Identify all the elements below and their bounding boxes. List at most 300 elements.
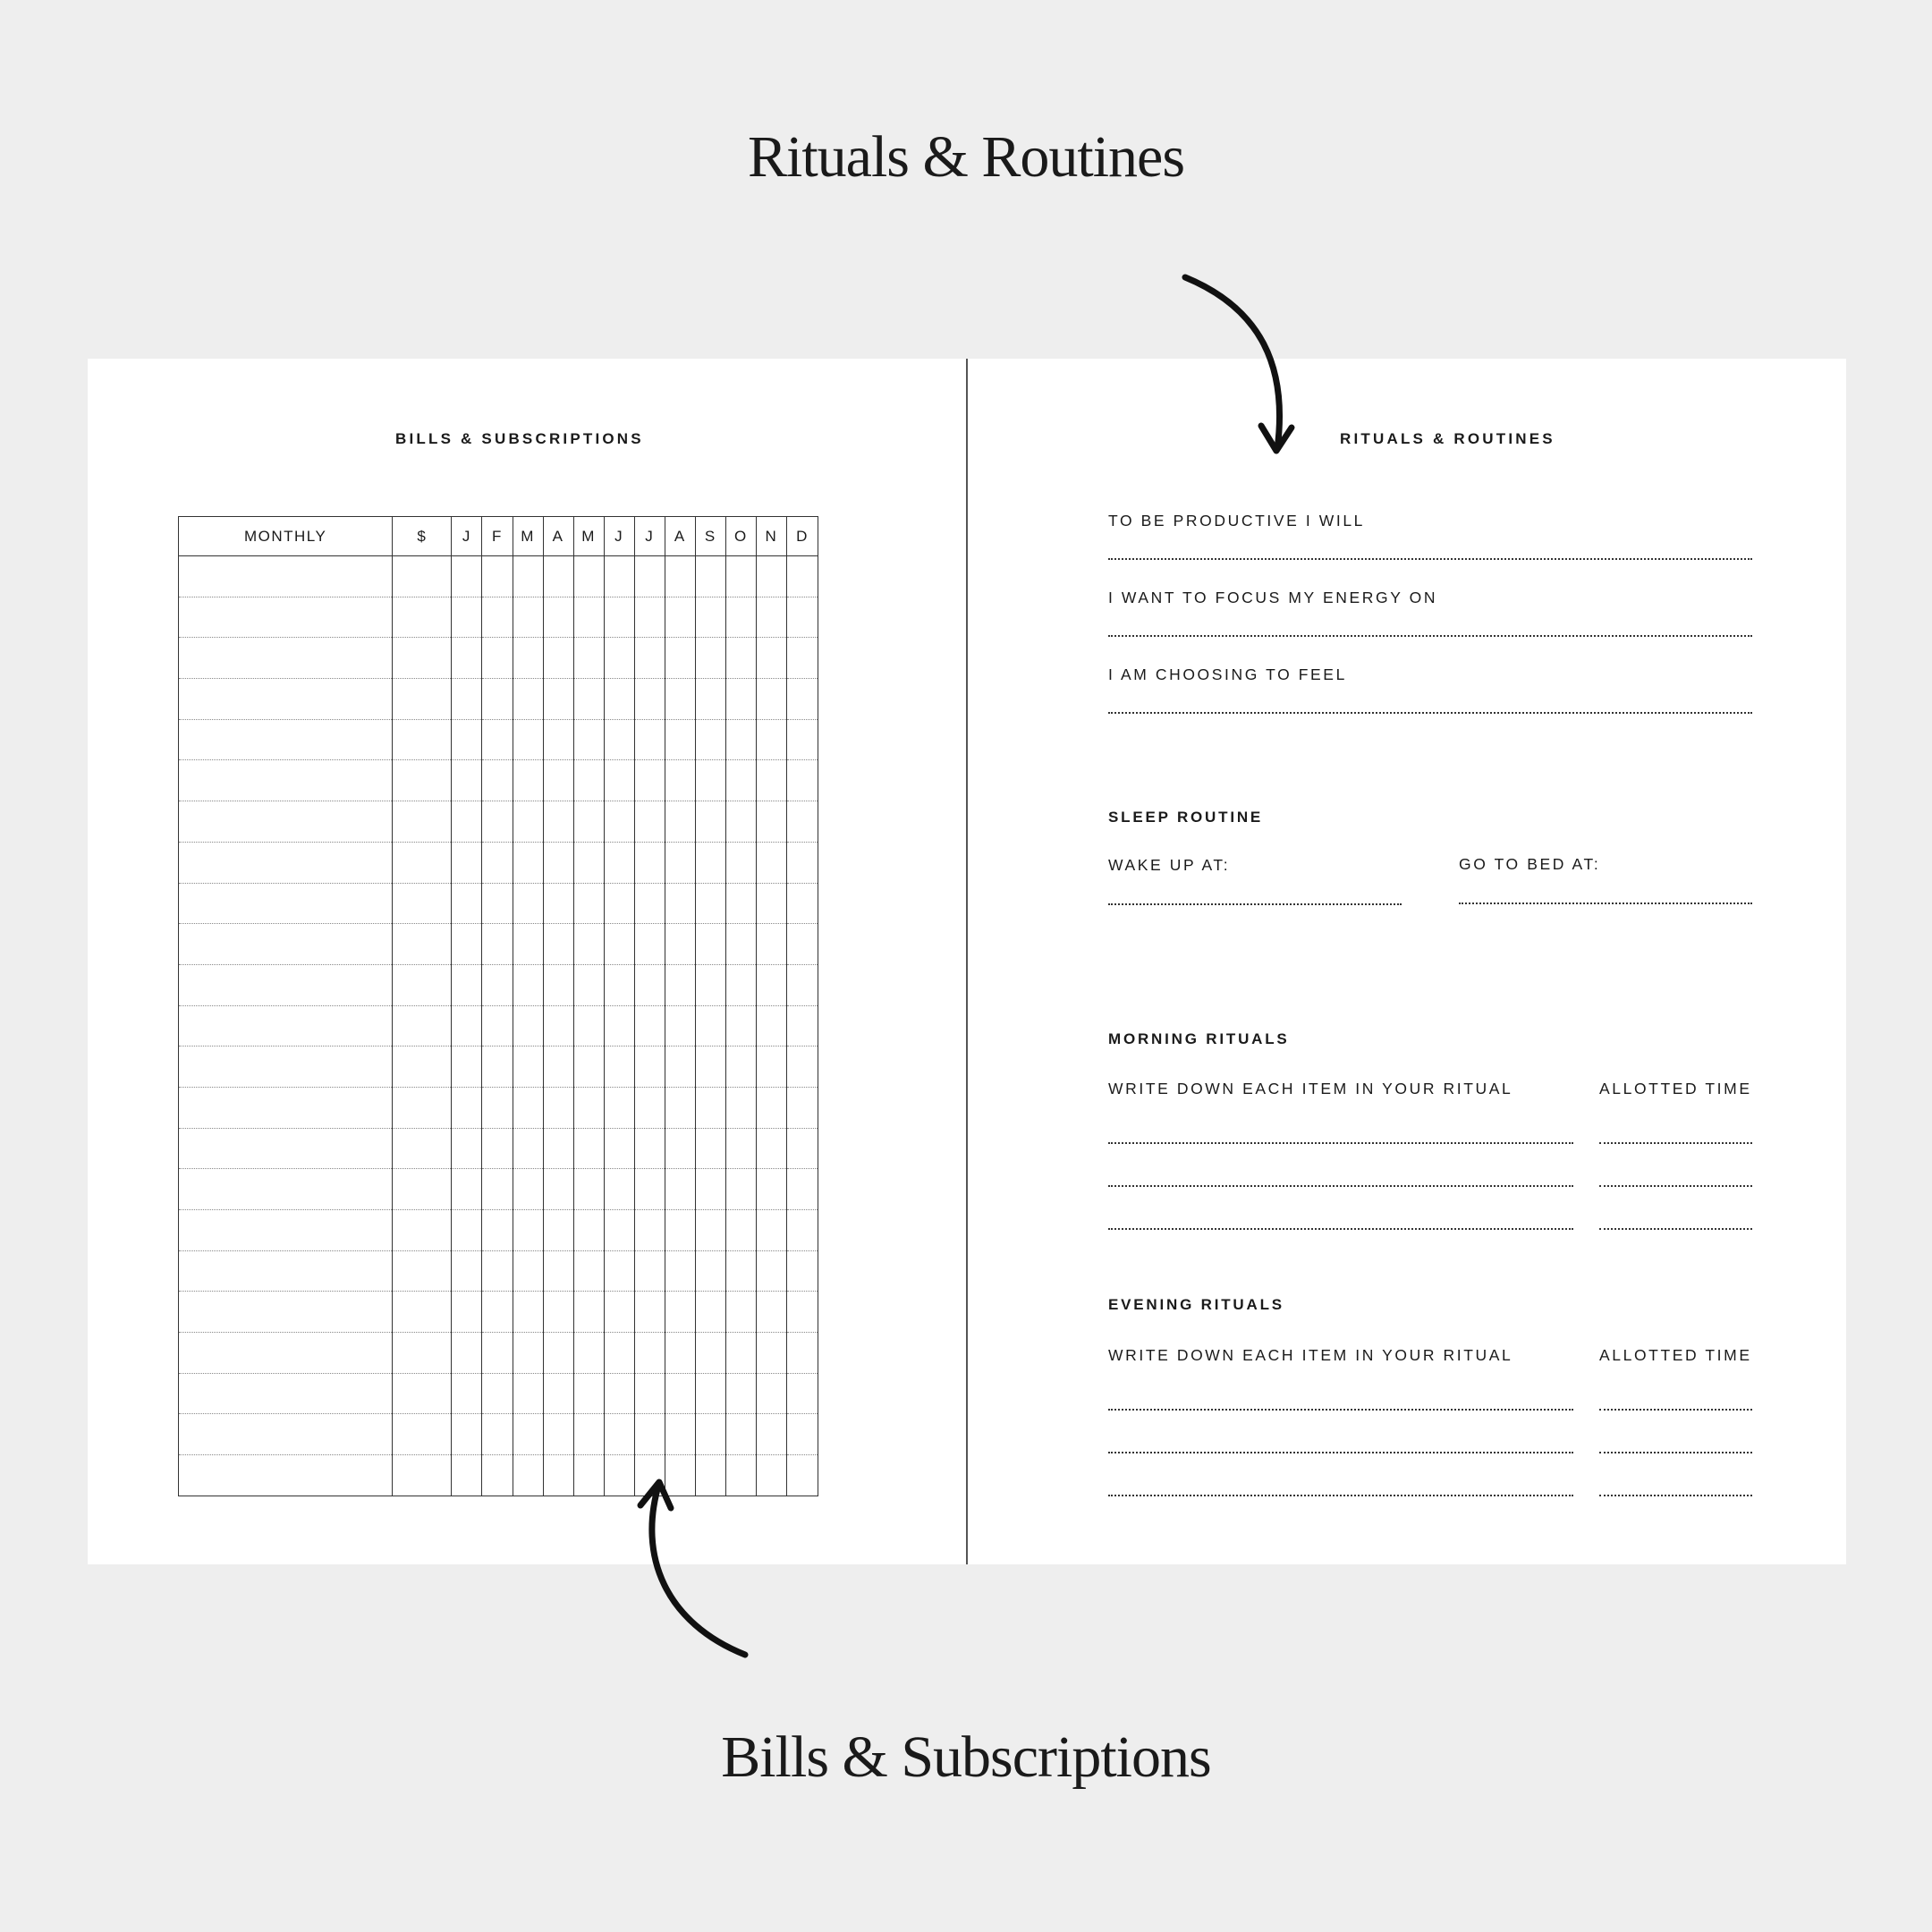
bill-month-cell[interactable]: [695, 556, 725, 597]
bill-month-cell[interactable]: [786, 801, 818, 843]
bill-month-cell[interactable]: [573, 1210, 604, 1251]
bill-month-cell[interactable]: [695, 760, 725, 801]
bill-month-cell[interactable]: [543, 597, 573, 638]
bill-name-cell[interactable]: [179, 883, 393, 924]
bill-amount-cell[interactable]: [393, 638, 452, 679]
bill-month-cell[interactable]: [634, 1005, 665, 1046]
bill-month-cell[interactable]: [573, 842, 604, 883]
morning-item-line[interactable]: [1108, 1142, 1573, 1144]
bill-month-cell[interactable]: [482, 638, 513, 679]
bill-month-cell[interactable]: [665, 679, 695, 720]
bill-month-cell[interactable]: [573, 597, 604, 638]
bill-month-cell[interactable]: [482, 1128, 513, 1169]
bill-month-cell[interactable]: [695, 1455, 725, 1496]
bill-month-cell[interactable]: [695, 679, 725, 720]
bill-month-cell[interactable]: [482, 1292, 513, 1333]
bill-month-cell[interactable]: [756, 679, 786, 720]
bill-month-cell[interactable]: [786, 1373, 818, 1414]
bill-month-cell[interactable]: [665, 556, 695, 597]
bill-month-cell[interactable]: [513, 964, 543, 1005]
bill-month-cell[interactable]: [695, 924, 725, 965]
bill-name-cell[interactable]: [179, 842, 393, 883]
bill-month-cell[interactable]: [482, 1455, 513, 1496]
bill-month-cell[interactable]: [573, 924, 604, 965]
bill-month-cell[interactable]: [756, 760, 786, 801]
bill-month-cell[interactable]: [725, 638, 756, 679]
bill-month-cell[interactable]: [573, 1455, 604, 1496]
bill-month-cell[interactable]: [756, 1046, 786, 1088]
bill-month-cell[interactable]: [513, 1046, 543, 1088]
bill-month-cell[interactable]: [634, 1046, 665, 1088]
bill-month-cell[interactable]: [513, 1169, 543, 1210]
bill-month-cell[interactable]: [604, 964, 634, 1005]
bill-month-cell[interactable]: [543, 1046, 573, 1088]
bill-month-cell[interactable]: [452, 1333, 482, 1374]
bill-month-cell[interactable]: [513, 679, 543, 720]
bill-month-cell[interactable]: [604, 760, 634, 801]
bill-month-cell[interactable]: [725, 1046, 756, 1088]
bill-month-cell[interactable]: [513, 1333, 543, 1374]
bill-month-cell[interactable]: [452, 1087, 482, 1128]
bill-month-cell[interactable]: [513, 883, 543, 924]
bill-month-cell[interactable]: [482, 883, 513, 924]
bill-month-cell[interactable]: [695, 1046, 725, 1088]
bill-month-cell[interactable]: [604, 719, 634, 760]
bill-name-cell[interactable]: [179, 638, 393, 679]
evening-item-line[interactable]: [1108, 1409, 1573, 1411]
bill-month-cell[interactable]: [482, 1005, 513, 1046]
bill-amount-cell[interactable]: [393, 1046, 452, 1088]
bill-month-cell[interactable]: [665, 1169, 695, 1210]
evening-time-line[interactable]: [1599, 1452, 1752, 1453]
bill-month-cell[interactable]: [634, 964, 665, 1005]
bill-month-cell[interactable]: [725, 1333, 756, 1374]
bill-month-cell[interactable]: [452, 1046, 482, 1088]
bill-month-cell[interactable]: [695, 1414, 725, 1455]
bill-month-cell[interactable]: [604, 1292, 634, 1333]
bill-month-cell[interactable]: [786, 597, 818, 638]
bill-month-cell[interactable]: [482, 801, 513, 843]
bill-month-cell[interactable]: [573, 1046, 604, 1088]
bill-month-cell[interactable]: [543, 1250, 573, 1292]
bill-month-cell[interactable]: [756, 597, 786, 638]
wake-up-line[interactable]: [1108, 903, 1402, 905]
bill-month-cell[interactable]: [756, 556, 786, 597]
bill-month-cell[interactable]: [786, 1005, 818, 1046]
bill-name-cell[interactable]: [179, 1292, 393, 1333]
bill-month-cell[interactable]: [665, 1373, 695, 1414]
bill-name-cell[interactable]: [179, 1005, 393, 1046]
bill-name-cell[interactable]: [179, 1087, 393, 1128]
bill-amount-cell[interactable]: [393, 1210, 452, 1251]
bill-month-cell[interactable]: [665, 638, 695, 679]
bill-month-cell[interactable]: [543, 801, 573, 843]
bill-amount-cell[interactable]: [393, 1455, 452, 1496]
bill-month-cell[interactable]: [695, 1250, 725, 1292]
bill-month-cell[interactable]: [665, 1087, 695, 1128]
bill-month-cell[interactable]: [482, 679, 513, 720]
bill-name-cell[interactable]: [179, 1333, 393, 1374]
bill-name-cell[interactable]: [179, 719, 393, 760]
bill-month-cell[interactable]: [573, 556, 604, 597]
bill-month-cell[interactable]: [573, 1005, 604, 1046]
bill-month-cell[interactable]: [604, 597, 634, 638]
bill-month-cell[interactable]: [452, 1373, 482, 1414]
bill-month-cell[interactable]: [604, 679, 634, 720]
bill-month-cell[interactable]: [695, 1292, 725, 1333]
bill-month-cell[interactable]: [452, 597, 482, 638]
morning-item-line[interactable]: [1108, 1185, 1573, 1187]
evening-item-line[interactable]: [1108, 1452, 1573, 1453]
bill-month-cell[interactable]: [634, 719, 665, 760]
bill-amount-cell[interactable]: [393, 883, 452, 924]
bill-month-cell[interactable]: [634, 1333, 665, 1374]
bill-month-cell[interactable]: [634, 679, 665, 720]
bill-name-cell[interactable]: [179, 924, 393, 965]
bill-month-cell[interactable]: [665, 719, 695, 760]
bill-name-cell[interactable]: [179, 801, 393, 843]
bill-name-cell[interactable]: [179, 1046, 393, 1088]
bill-month-cell[interactable]: [695, 1128, 725, 1169]
bill-amount-cell[interactable]: [393, 719, 452, 760]
bill-month-cell[interactable]: [513, 1005, 543, 1046]
bill-month-cell[interactable]: [725, 1250, 756, 1292]
bill-month-cell[interactable]: [786, 1169, 818, 1210]
bill-month-cell[interactable]: [786, 679, 818, 720]
bill-month-cell[interactable]: [573, 719, 604, 760]
bill-amount-cell[interactable]: [393, 597, 452, 638]
bill-month-cell[interactable]: [665, 964, 695, 1005]
bill-month-cell[interactable]: [786, 1414, 818, 1455]
bill-month-cell[interactable]: [604, 1250, 634, 1292]
bill-month-cell[interactable]: [786, 924, 818, 965]
bill-month-cell[interactable]: [665, 597, 695, 638]
bill-month-cell[interactable]: [452, 719, 482, 760]
bill-month-cell[interactable]: [725, 1087, 756, 1128]
bill-month-cell[interactable]: [513, 760, 543, 801]
bill-month-cell[interactable]: [573, 1128, 604, 1169]
bill-month-cell[interactable]: [634, 842, 665, 883]
prompt-line-feel[interactable]: [1108, 712, 1752, 714]
bill-month-cell[interactable]: [725, 679, 756, 720]
bill-month-cell[interactable]: [604, 1333, 634, 1374]
bill-month-cell[interactable]: [756, 1005, 786, 1046]
bill-amount-cell[interactable]: [393, 1128, 452, 1169]
bill-month-cell[interactable]: [665, 883, 695, 924]
bill-month-cell[interactable]: [725, 883, 756, 924]
bill-amount-cell[interactable]: [393, 1250, 452, 1292]
bill-amount-cell[interactable]: [393, 556, 452, 597]
bill-month-cell[interactable]: [756, 1333, 786, 1374]
bill-month-cell[interactable]: [665, 842, 695, 883]
bill-month-cell[interactable]: [513, 924, 543, 965]
bill-amount-cell[interactable]: [393, 1292, 452, 1333]
bill-month-cell[interactable]: [513, 1455, 543, 1496]
bill-month-cell[interactable]: [695, 638, 725, 679]
bill-month-cell[interactable]: [756, 719, 786, 760]
bill-month-cell[interactable]: [634, 1087, 665, 1128]
bill-month-cell[interactable]: [756, 883, 786, 924]
evening-time-line[interactable]: [1599, 1409, 1752, 1411]
bill-month-cell[interactable]: [482, 924, 513, 965]
bill-amount-cell[interactable]: [393, 964, 452, 1005]
bill-month-cell[interactable]: [725, 1128, 756, 1169]
bill-amount-cell[interactable]: [393, 801, 452, 843]
prompt-line-productive[interactable]: [1108, 558, 1752, 560]
bill-month-cell[interactable]: [725, 597, 756, 638]
bill-amount-cell[interactable]: [393, 1414, 452, 1455]
bill-month-cell[interactable]: [786, 883, 818, 924]
bill-month-cell[interactable]: [665, 1414, 695, 1455]
bill-month-cell[interactable]: [482, 842, 513, 883]
bill-month-cell[interactable]: [786, 1087, 818, 1128]
bill-amount-cell[interactable]: [393, 1087, 452, 1128]
bill-month-cell[interactable]: [756, 1250, 786, 1292]
bill-name-cell[interactable]: [179, 1169, 393, 1210]
bill-month-cell[interactable]: [665, 760, 695, 801]
bill-month-cell[interactable]: [786, 638, 818, 679]
bill-month-cell[interactable]: [665, 1250, 695, 1292]
bill-month-cell[interactable]: [543, 1373, 573, 1414]
bill-month-cell[interactable]: [452, 924, 482, 965]
bill-month-cell[interactable]: [756, 1292, 786, 1333]
bill-month-cell[interactable]: [452, 638, 482, 679]
bill-month-cell[interactable]: [573, 1373, 604, 1414]
bill-month-cell[interactable]: [543, 1292, 573, 1333]
bill-month-cell[interactable]: [725, 719, 756, 760]
bill-month-cell[interactable]: [543, 760, 573, 801]
bill-month-cell[interactable]: [604, 1414, 634, 1455]
bill-month-cell[interactable]: [786, 964, 818, 1005]
bill-month-cell[interactable]: [786, 1128, 818, 1169]
bill-month-cell[interactable]: [695, 964, 725, 1005]
bill-month-cell[interactable]: [513, 719, 543, 760]
bill-month-cell[interactable]: [665, 1455, 695, 1496]
bill-month-cell[interactable]: [725, 1210, 756, 1251]
bill-month-cell[interactable]: [665, 1005, 695, 1046]
bill-month-cell[interactable]: [604, 1005, 634, 1046]
bill-month-cell[interactable]: [604, 1373, 634, 1414]
bill-month-cell[interactable]: [513, 597, 543, 638]
morning-time-line[interactable]: [1599, 1142, 1752, 1144]
bill-month-cell[interactable]: [725, 801, 756, 843]
bill-month-cell[interactable]: [695, 1333, 725, 1374]
bill-month-cell[interactable]: [513, 638, 543, 679]
bill-name-cell[interactable]: [179, 964, 393, 1005]
bill-month-cell[interactable]: [665, 924, 695, 965]
bill-month-cell[interactable]: [513, 1128, 543, 1169]
bill-month-cell[interactable]: [452, 1128, 482, 1169]
bill-month-cell[interactable]: [452, 1455, 482, 1496]
bill-month-cell[interactable]: [604, 924, 634, 965]
bill-month-cell[interactable]: [482, 1046, 513, 1088]
bill-month-cell[interactable]: [573, 760, 604, 801]
bill-month-cell[interactable]: [452, 1210, 482, 1251]
bill-month-cell[interactable]: [604, 1210, 634, 1251]
morning-time-line[interactable]: [1599, 1228, 1752, 1230]
bill-month-cell[interactable]: [665, 801, 695, 843]
bill-month-cell[interactable]: [786, 719, 818, 760]
bill-month-cell[interactable]: [665, 1046, 695, 1088]
bill-month-cell[interactable]: [513, 1250, 543, 1292]
bill-month-cell[interactable]: [725, 964, 756, 1005]
bill-month-cell[interactable]: [725, 1414, 756, 1455]
bill-month-cell[interactable]: [725, 924, 756, 965]
bill-month-cell[interactable]: [573, 1169, 604, 1210]
bill-month-cell[interactable]: [482, 964, 513, 1005]
bill-month-cell[interactable]: [665, 1128, 695, 1169]
bill-month-cell[interactable]: [604, 883, 634, 924]
bill-month-cell[interactable]: [634, 1210, 665, 1251]
bill-month-cell[interactable]: [725, 556, 756, 597]
bill-month-cell[interactable]: [482, 1414, 513, 1455]
bill-month-cell[interactable]: [452, 1292, 482, 1333]
evening-item-line[interactable]: [1108, 1495, 1573, 1496]
bill-month-cell[interactable]: [513, 842, 543, 883]
bill-month-cell[interactable]: [452, 556, 482, 597]
bill-name-cell[interactable]: [179, 1455, 393, 1496]
bill-month-cell[interactable]: [695, 883, 725, 924]
bill-month-cell[interactable]: [543, 638, 573, 679]
bill-month-cell[interactable]: [543, 1005, 573, 1046]
bill-month-cell[interactable]: [665, 1333, 695, 1374]
bill-month-cell[interactable]: [756, 1210, 786, 1251]
bill-month-cell[interactable]: [604, 1046, 634, 1088]
bill-name-cell[interactable]: [179, 760, 393, 801]
prompt-line-focus[interactable]: [1108, 635, 1752, 637]
bill-month-cell[interactable]: [756, 1455, 786, 1496]
bill-month-cell[interactable]: [513, 1414, 543, 1455]
go-to-bed-line[interactable]: [1459, 902, 1752, 904]
bill-name-cell[interactable]: [179, 1414, 393, 1455]
bill-month-cell[interactable]: [513, 1373, 543, 1414]
bill-month-cell[interactable]: [665, 1292, 695, 1333]
bill-month-cell[interactable]: [786, 1210, 818, 1251]
bill-month-cell[interactable]: [786, 842, 818, 883]
bill-month-cell[interactable]: [513, 1210, 543, 1251]
bill-month-cell[interactable]: [634, 1250, 665, 1292]
bill-month-cell[interactable]: [452, 964, 482, 1005]
bill-month-cell[interactable]: [786, 1046, 818, 1088]
bill-month-cell[interactable]: [695, 1169, 725, 1210]
bill-month-cell[interactable]: [604, 1128, 634, 1169]
bill-month-cell[interactable]: [604, 556, 634, 597]
bill-month-cell[interactable]: [543, 1333, 573, 1374]
bill-month-cell[interactable]: [756, 964, 786, 1005]
bill-month-cell[interactable]: [695, 801, 725, 843]
bill-month-cell[interactable]: [756, 638, 786, 679]
bill-month-cell[interactable]: [573, 1414, 604, 1455]
bill-month-cell[interactable]: [452, 883, 482, 924]
bill-month-cell[interactable]: [482, 597, 513, 638]
bill-name-cell[interactable]: [179, 1210, 393, 1251]
bill-month-cell[interactable]: [573, 679, 604, 720]
bill-month-cell[interactable]: [543, 883, 573, 924]
bill-month-cell[interactable]: [634, 1414, 665, 1455]
bill-month-cell[interactable]: [634, 1128, 665, 1169]
bill-month-cell[interactable]: [786, 1292, 818, 1333]
bill-month-cell[interactable]: [634, 1373, 665, 1414]
bill-month-cell[interactable]: [695, 597, 725, 638]
morning-item-line[interactable]: [1108, 1228, 1573, 1230]
morning-time-line[interactable]: [1599, 1185, 1752, 1187]
bill-month-cell[interactable]: [634, 760, 665, 801]
bill-month-cell[interactable]: [513, 801, 543, 843]
bill-month-cell[interactable]: [756, 1414, 786, 1455]
bill-name-cell[interactable]: [179, 597, 393, 638]
bill-month-cell[interactable]: [573, 964, 604, 1005]
bill-month-cell[interactable]: [482, 1169, 513, 1210]
bill-month-cell[interactable]: [725, 1169, 756, 1210]
bill-month-cell[interactable]: [482, 1210, 513, 1251]
bill-month-cell[interactable]: [725, 1455, 756, 1496]
bill-month-cell[interactable]: [604, 801, 634, 843]
bill-month-cell[interactable]: [604, 842, 634, 883]
bill-month-cell[interactable]: [482, 1373, 513, 1414]
bill-month-cell[interactable]: [756, 842, 786, 883]
bill-month-cell[interactable]: [725, 760, 756, 801]
bill-month-cell[interactable]: [452, 760, 482, 801]
bill-month-cell[interactable]: [786, 760, 818, 801]
bill-month-cell[interactable]: [725, 842, 756, 883]
bill-amount-cell[interactable]: [393, 760, 452, 801]
bill-month-cell[interactable]: [634, 597, 665, 638]
bill-month-cell[interactable]: [786, 1250, 818, 1292]
bill-month-cell[interactable]: [452, 842, 482, 883]
bill-month-cell[interactable]: [756, 1128, 786, 1169]
bill-month-cell[interactable]: [573, 1087, 604, 1128]
bill-month-cell[interactable]: [786, 1333, 818, 1374]
bill-month-cell[interactable]: [573, 1250, 604, 1292]
evening-time-line[interactable]: [1599, 1495, 1752, 1496]
bill-month-cell[interactable]: [634, 556, 665, 597]
bill-month-cell[interactable]: [573, 638, 604, 679]
bill-month-cell[interactable]: [482, 719, 513, 760]
bill-month-cell[interactable]: [756, 801, 786, 843]
bill-month-cell[interactable]: [452, 1005, 482, 1046]
bill-month-cell[interactable]: [452, 1169, 482, 1210]
bill-month-cell[interactable]: [604, 1169, 634, 1210]
bill-month-cell[interactable]: [634, 1455, 665, 1496]
bill-month-cell[interactable]: [695, 719, 725, 760]
bill-month-cell[interactable]: [573, 883, 604, 924]
bill-name-cell[interactable]: [179, 1373, 393, 1414]
bill-month-cell[interactable]: [634, 883, 665, 924]
bill-month-cell[interactable]: [543, 1414, 573, 1455]
bill-amount-cell[interactable]: [393, 1373, 452, 1414]
bill-month-cell[interactable]: [482, 1333, 513, 1374]
bill-month-cell[interactable]: [634, 1169, 665, 1210]
bill-month-cell[interactable]: [725, 1292, 756, 1333]
bill-month-cell[interactable]: [634, 924, 665, 965]
bill-amount-cell[interactable]: [393, 1005, 452, 1046]
bill-month-cell[interactable]: [756, 1087, 786, 1128]
bill-month-cell[interactable]: [452, 1414, 482, 1455]
bill-month-cell[interactable]: [482, 760, 513, 801]
bill-amount-cell[interactable]: [393, 1169, 452, 1210]
bill-month-cell[interactable]: [573, 801, 604, 843]
bill-month-cell[interactable]: [543, 964, 573, 1005]
bill-month-cell[interactable]: [604, 1455, 634, 1496]
bill-month-cell[interactable]: [452, 1250, 482, 1292]
bill-month-cell[interactable]: [513, 1087, 543, 1128]
bill-month-cell[interactable]: [634, 801, 665, 843]
bill-month-cell[interactable]: [725, 1005, 756, 1046]
bill-month-cell[interactable]: [756, 1373, 786, 1414]
bill-month-cell[interactable]: [695, 1087, 725, 1128]
bill-month-cell[interactable]: [695, 1373, 725, 1414]
bill-month-cell[interactable]: [513, 556, 543, 597]
